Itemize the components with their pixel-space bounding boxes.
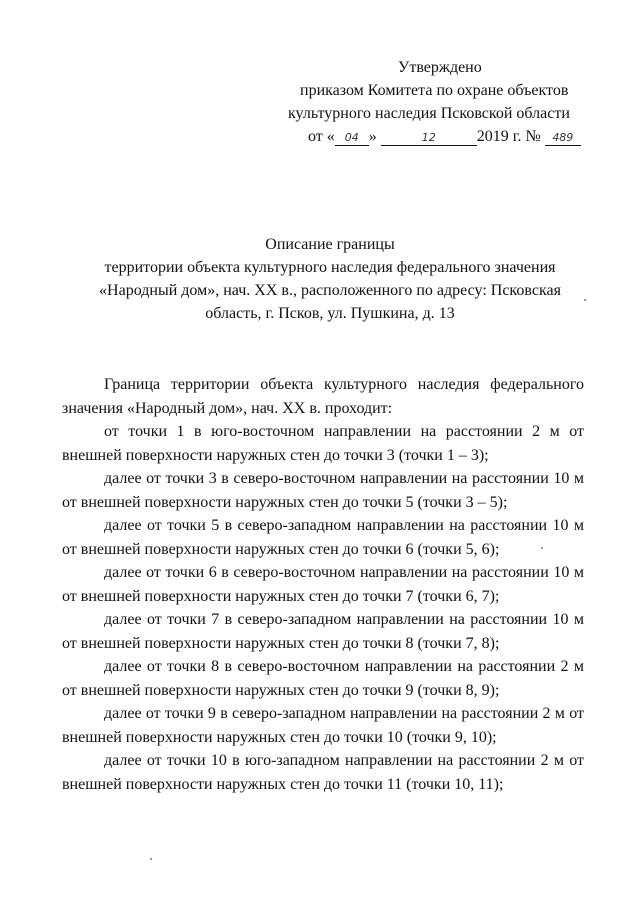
paragraph-segment-1-3: от точки 1 в юго-восточном направлении на расстоянии 2 м от внешней поверхности наружных стен до точки 3 (точки 1 – 3); (62, 423, 584, 464)
document-body (62, 373, 584, 796)
approval-order-line: приказом Комитета по охране объектов (300, 82, 569, 99)
handwritten-month: 12 (381, 131, 477, 146)
document-title (60, 233, 600, 325)
approval-block (280, 56, 600, 148)
title-line-3: «Народный дом», нач. XX в., расположенного по адресу: Псковская (99, 282, 561, 299)
date-mid: » (368, 128, 377, 145)
paragraph-segment-5-6: далее от точки 5 в северо-западном направлении на расстоянии 10 м от внешней поверхности наружных стен до точки 6 (точки 5, 6); (62, 517, 584, 558)
approval-date-line (280, 125, 600, 148)
scan-speck (541, 547, 543, 549)
scan-speck (150, 858, 152, 860)
paragraph-segment-9-10: далее от точки 9 в северо-западном направлении на расстоянии 2 м от внешней поверхности наружных стен до точки 10 (точки 9, 10); (62, 705, 584, 746)
title-line-4: область, г. Псков, ул. Пушкина, д. 13 (205, 305, 455, 322)
paragraph-intro: Граница территории объекта культурного наследия федерального значения «Народный дом», нач. XX в. проходит: (62, 376, 584, 417)
paragraph-segment-8-9: далее от точки 8 в северо-восточном направлении на расстоянии 2 м от внешней поверхности наружных стен до точки 9 (точки 8, 9); (62, 658, 584, 699)
handwritten-day: 04 (335, 131, 369, 146)
handwritten-order-number: 489 (545, 131, 581, 146)
date-year: 2019 г. № (476, 128, 541, 145)
scan-speck (584, 299, 586, 301)
approval-committee-line: культурного наследия Псковской области (288, 105, 570, 122)
title-line-2: территории объекта культурного наследия федерального значения (104, 259, 556, 276)
title-line-1: Описание границы (265, 236, 395, 253)
approval-heading: Утверждено (398, 59, 482, 76)
paragraph-segment-3-5: далее от точки 3 в северо-восточном направлении на расстоянии 10 м от внешней поверхности наружных стен до точки 5 (точки 3 – 5); (62, 470, 584, 511)
paragraph-segment-7-8: далее от точки 7 в северо-западном направлении на расстоянии 10 м от внешней поверхности наружных стен до точки 8 (точки 7, 8); (62, 611, 584, 652)
paragraph-segment-6-7: далее от точки 6 в северо-восточном направлении на расстоянии 10 м от внешней поверхности наружных стен до точки 7 (точки 6, 7); (62, 564, 584, 605)
date-prefix: от « (308, 128, 335, 145)
paragraph-segment-10-11: далее от точки 10 в юго-западном направлении на расстоянии 2 м от внешней поверхности наружных стен до точки 11 (точки 10, 11); (62, 752, 584, 793)
